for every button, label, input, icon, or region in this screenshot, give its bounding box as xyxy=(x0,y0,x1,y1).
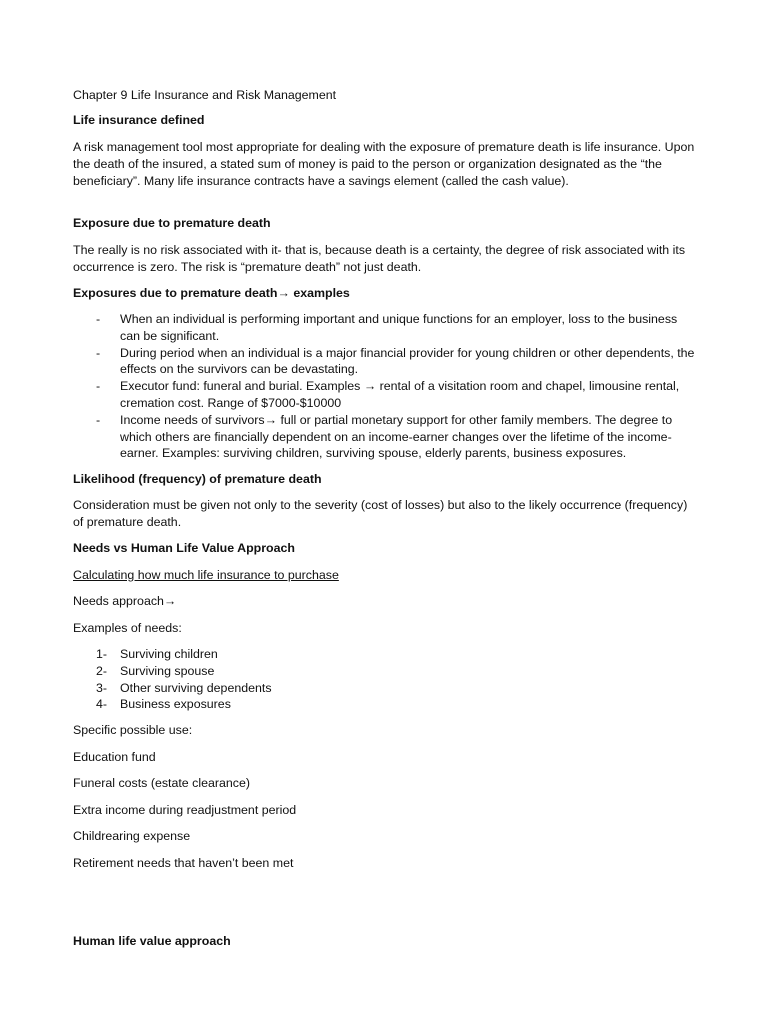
needs-approach-label: Needs approach→ xyxy=(73,594,177,608)
list-item-text: Business exposures xyxy=(120,697,231,712)
chapter-title: Chapter 9 Life Insurance and Risk Management xyxy=(73,88,337,102)
list-number: 3- xyxy=(96,680,108,695)
list-item xyxy=(73,696,698,713)
use-item-childrearing: Childrearing expense xyxy=(73,829,191,843)
bullet-marker: - xyxy=(96,412,101,427)
use-item-funeral: Funeral costs (estate clearance) xyxy=(73,776,250,790)
list-item-text: Surviving spouse xyxy=(120,663,215,678)
examples-of-needs-label: Examples of needs: xyxy=(73,621,182,635)
list-number: 2- xyxy=(96,663,108,678)
paragraph-life-insurance-defined: A risk management tool most appropriate for dealing with the exposure of premature death is life insurance. Upon the death of the insured, a stated sum of money is paid to the person or organization designated as the “the beneficiary”. Many life insurance contracts have a savings element (called the cash value). xyxy=(73,140,695,188)
list-item-text: When an individual is performing important and unique functions for an employer, loss to the business can be significant. xyxy=(120,312,678,343)
heading-likelihood: Likelihood (frequency) of premature death xyxy=(73,472,322,486)
list-item xyxy=(73,646,698,663)
use-item-extra-income: Extra income during readjustment period xyxy=(73,803,297,817)
specific-use-label: Specific possible use: xyxy=(73,723,193,737)
heading-exposures-examples: Exposures due to premature death→ examples xyxy=(73,286,350,300)
heading-life-insurance-defined: Life insurance defined xyxy=(73,113,205,127)
heading-human-life-value: Human life value approach xyxy=(73,934,231,948)
examples-list xyxy=(73,311,698,462)
heading-needs-vs-human-life: Needs vs Human Life Value Approach xyxy=(73,541,295,555)
list-item xyxy=(73,412,698,462)
list-item-text: Other surviving dependents xyxy=(120,680,272,695)
paragraph-exposure-premature-death: The really is no risk associated with it- that is, because death is a certainty, the degree of risk associated with its occurrence is zero. The risk is “premature death” not just death. xyxy=(73,243,686,274)
bullet-marker: - xyxy=(96,312,101,326)
heading-exposure-premature-death: Exposure due to premature death xyxy=(73,216,271,230)
subheading-calculating: Calculating how much life insurance to purchase xyxy=(73,568,339,582)
list-item xyxy=(73,680,698,697)
list-item xyxy=(73,345,698,379)
use-item-education: Education fund xyxy=(73,750,156,764)
list-item-text: Income needs of survivors→ full or partial monetary support for other family members. The degree to which others are financially dependent on an income-earner changes over the lifetime of the income-earner. Examples: surviving children, surviving spouse, elderly parents, business exposures. xyxy=(120,412,673,461)
use-item-retirement: Retirement needs that haven’t been met xyxy=(73,856,294,870)
list-item-text: Surviving children xyxy=(120,647,218,661)
list-item xyxy=(73,311,698,345)
needs-list xyxy=(73,646,698,713)
bullet-marker: - xyxy=(96,379,101,394)
paragraph-likelihood: Consideration must be given not only to the severity (cost of losses) but also to the likely occurrence (frequency) of premature death. xyxy=(73,498,688,529)
bullet-marker: - xyxy=(96,345,101,360)
list-number: 1- xyxy=(96,647,108,661)
list-number: 4- xyxy=(96,697,108,712)
list-item xyxy=(73,378,698,412)
list-item-text: During period when an individual is a major financial provider for young children or other dependents, the effects on the survivors can be devastating. xyxy=(120,345,695,377)
list-item-text: Executor fund: funeral and burial. Examples → rental of a visitation room and chapel, limousine rental, cremation cost. Range of $7000-$10000 xyxy=(120,379,680,410)
list-item xyxy=(73,663,698,680)
